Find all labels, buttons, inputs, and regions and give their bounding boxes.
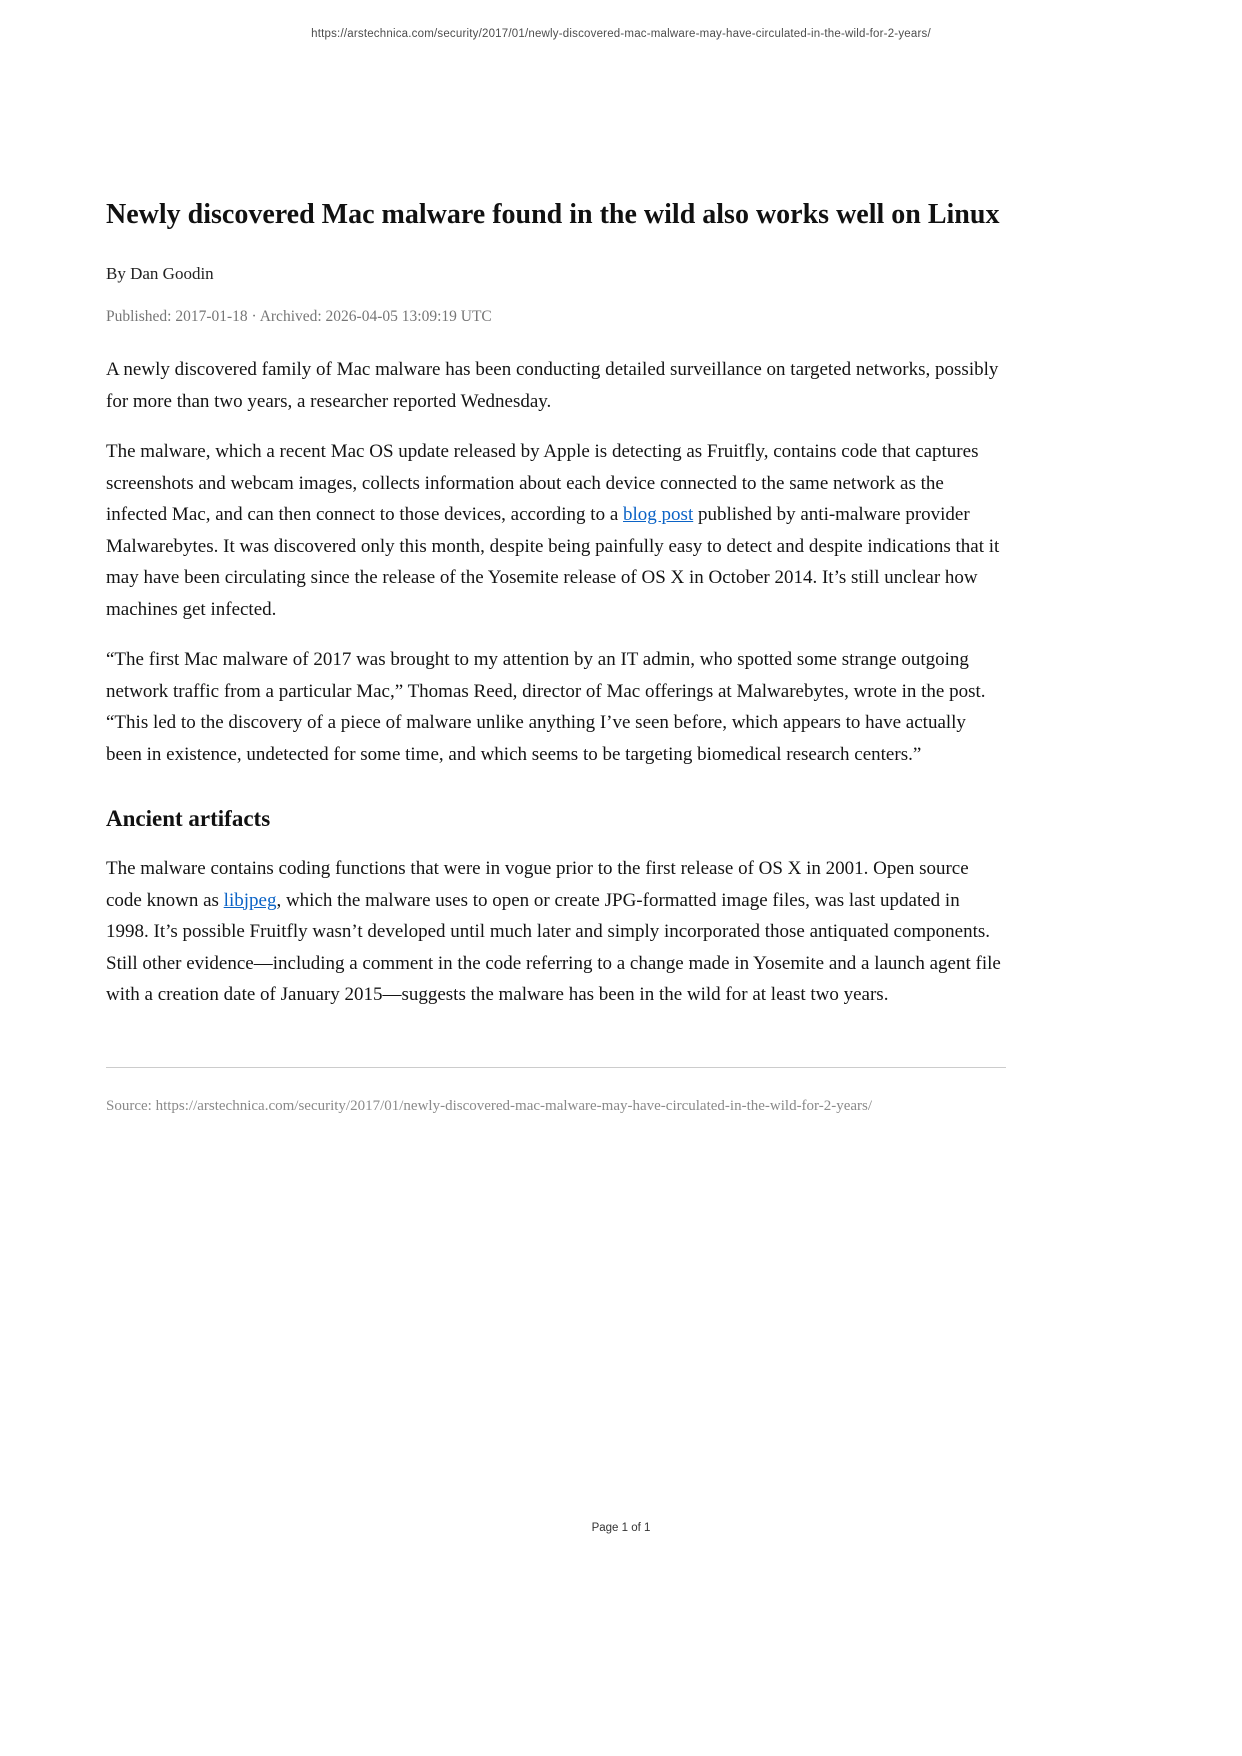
paragraph-3: “The first Mac malware of 2017 was brought to my attention by an IT admin, who spotted some strange outgoing network traffic from a particular Mac,” Thomas Reed, director of Mac offerings at Malwarebytes, wrote in the post. “This led to the discovery of a piece of malware unlike anything I’ve seen before, which appears to have actually been in existence, undetected for some time, and which seems to be targeting biomedical research centers.” (106, 649, 986, 765)
paragraph-2-text-after: published by anti-malware provider Malwarebytes. It was discovered only this month, despite being painfully easy to detect and despite indications that it may have been circulating since the release of the Yosemite release of OS X in October 2014. It’s still unclear how machines get infected. (106, 504, 1000, 620)
divider (106, 1067, 1006, 1068)
paragraph-1: A newly discovered family of Mac malware has been conducting detailed surveillance on targeted networks, possibly for more than two years, a researcher reported Wednesday. (106, 359, 999, 412)
source-line: Source: https://arstechnica.com/security/2017/01/newly-discovered-mac-malware-may-have-circulated-in-the-wild-for-2-years/ (106, 1097, 873, 1114)
blog-post-link[interactable]: blog post (623, 504, 694, 525)
article-title: Newly discovered Mac malware found in the wild also works well on Linux (106, 199, 1000, 230)
paragraph-2-text-before: The malware, which a recent Mac OS update released by Apple is detecting as Fruitfly, contains code that captures screenshots and webcam images, collects information about each device connected to the same network as the infected Mac, and can then connect to those devices, according to a (106, 441, 979, 525)
article-body (106, 190, 1006, 1117)
print-header-url: https://arstechnica.com/security/2017/01/newly-discovered-mac-malware-may-have-circulated-in-the-wild-for-2-years/ (311, 28, 931, 40)
section-heading: Ancient artifacts (106, 806, 271, 831)
publish-archive-meta: Published: 2017-01-18 · Archived: 2026-04-05 13:09:19 UTC (106, 308, 492, 325)
libjpeg-link[interactable]: libjpeg (223, 889, 277, 911)
byline: By Dan Goodin (106, 264, 214, 283)
paragraph-4-text-before: The malware contains coding functions that were in vogue prior to the first release of OS X in 2001. Open source code known as (106, 858, 969, 911)
paragraph-4 (106, 853, 1006, 1011)
paragraph-4-text-after: , which the malware uses to open or create JPG-formatted image files, was last updated in 1998. It’s possible Fruitfly wasn’t developed until much later and simply incorporated those antiquated components. Still other evidence—including a comment in the code referring to a change made in Yosemite and a launch agent file with a creation date of January 2015—suggests the malware has been in the wild for at least two years. (106, 889, 1001, 1005)
paragraph-2 (106, 436, 1006, 625)
page-number: Page 1 of 1 (591, 1522, 651, 1534)
